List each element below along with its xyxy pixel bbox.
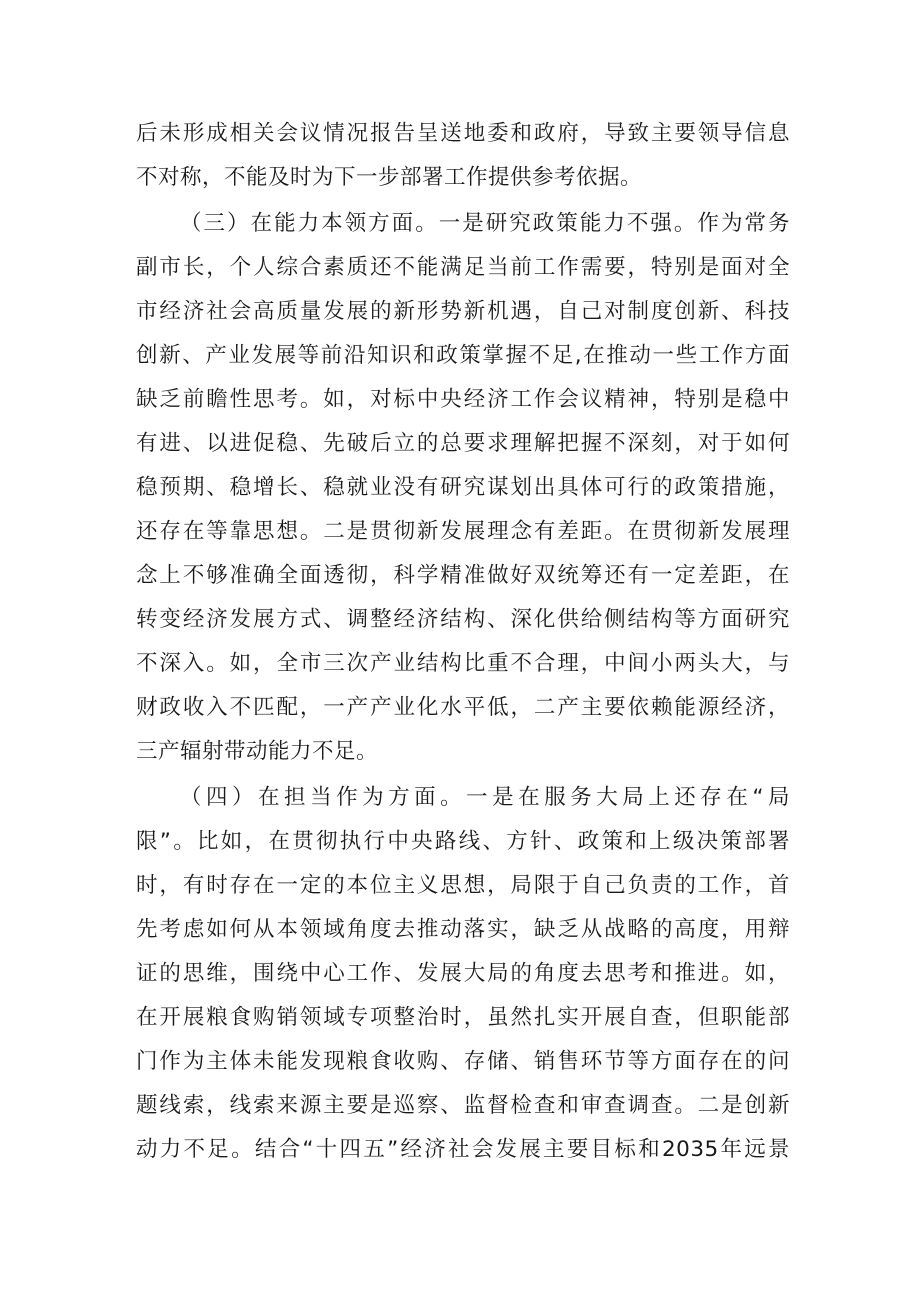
text-line: 市经济社会高质量发展的新形势新机遇，自己对制度创新、科技 — [136, 299, 790, 324]
text-line: 不深入。如，全市三次产业结构比重不合理，中间小两头大，与 — [136, 651, 790, 676]
text-line: 在开展粮食购销领域专项整治时，虽然扎实开展自查，但职能部 — [136, 1005, 790, 1030]
text-line: 稳预期、稳增长、稳就业没有研究谋划出具体可行的政策措施， — [136, 475, 790, 500]
paragraph-start-line: （四）在担当作为方面。一是在服务大局上还存在“局 — [180, 785, 790, 810]
text-line: 念上不够准确全面透彻，科学精准做好双统筹还有一定差距，在 — [136, 563, 790, 588]
text-line: 不对称，不能及时为下一步部署工作提供参考依据。 — [136, 165, 643, 190]
text-line: 缺乏前瞻性思考。如，对标中央经济工作会议精神，特别是稳中 — [136, 387, 790, 412]
text-line: 门作为主体未能发现粮食收购、存储、销售环节等方面存在的问 — [136, 1049, 790, 1074]
text-line: 有进、以进促稳、先破后立的总要求理解把握不深刻，对于如何 — [136, 431, 790, 456]
text-line: 还存在等靠思想。二是贯彻新发展理念有差距。在贯彻新发展理 — [136, 519, 790, 544]
text-line: 转变经济发展方式、调整经济结构、深化供给侧结构等方面研究 — [136, 607, 790, 632]
text-line: 题线索，线索来源主要是巡察、监督检查和审查调查。二是创新 — [136, 1093, 790, 1118]
text-line: 财政收入不匹配，一产产业化水平低，二产主要依赖能源经济， — [136, 695, 790, 720]
text-line: 后未形成相关会议情况报告呈送地委和政府，导致主要领导信息 — [136, 121, 790, 146]
text-line: 时，有时存在一定的本位主义思想，局限于自己负责的工作，首 — [136, 873, 790, 898]
text-line: 动力不足。结合“十四五”经济社会发展主要目标和2035年远景 — [136, 1137, 790, 1162]
text-line: 创新、产业发展等前沿知识和政策掌握不足,在推动一些工作方面 — [136, 343, 790, 368]
text-line: 三产辐射带动能力不足。 — [136, 739, 379, 764]
text-line: 证的思维，围绕中心工作、发展大局的角度去思考和推进。如， — [136, 961, 790, 986]
text-line: 副市长，个人综合素质还不能满足当前工作需要，特别是面对全 — [136, 255, 790, 280]
text-line: 先考虑如何从本领域角度去推动落实，缺乏从战略的高度，用辩 — [136, 917, 790, 942]
paragraph-start-line: （三）在能力本领方面。一是研究政策能力不强。作为常务 — [180, 211, 790, 236]
text-line: 限”。比如，在贯彻执行中央路线、方针、政策和上级决策部署 — [136, 829, 790, 854]
